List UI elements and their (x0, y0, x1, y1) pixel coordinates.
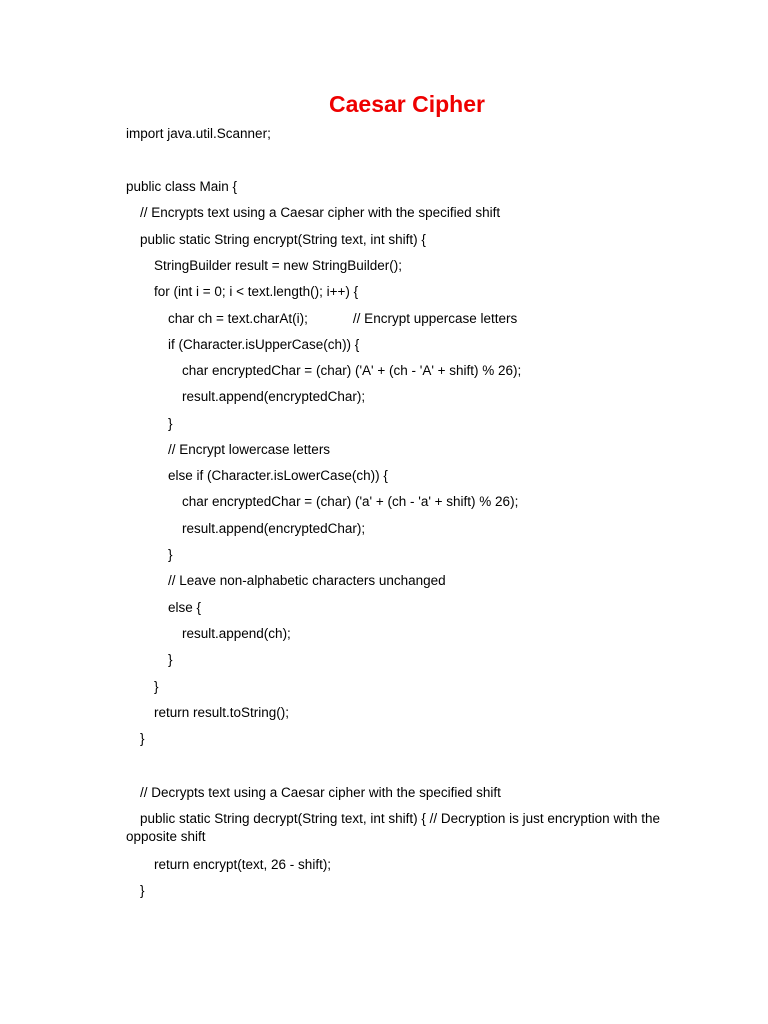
code-line: } (168, 416, 173, 431)
code-line: char encryptedChar = (char) ('A' + (ch - 'A' + shift) % 26); (182, 363, 522, 378)
code-comment: // Decrypts text using a Caesar cipher with the specified shift (140, 785, 501, 800)
code-line: result.append(ch); (182, 626, 291, 641)
code-line: public static String encrypt(String text, int shift) { (140, 232, 426, 247)
code-line: result.append(encryptedChar); (182, 389, 366, 404)
code-line: result.append(encryptedChar); (182, 521, 366, 536)
code-line: return encrypt(text, 26 - shift); (154, 857, 332, 872)
code-line: public static String decrypt(String text, int shift) { // Decryption is just encryption with the opposite shift (126, 811, 660, 844)
code-line: } (140, 731, 145, 746)
code-line: if (Character.isUpperCase(ch)) { (168, 337, 360, 352)
code-line: import java.util.Scanner; (126, 126, 271, 141)
document-title: Caesar Cipher (329, 91, 485, 117)
code-line: } (154, 679, 159, 694)
code-comment: // Encrypt lowercase letters (168, 442, 331, 457)
code-line: public class Main { (126, 179, 238, 194)
code-line: char ch = text.charAt(i); // Encrypt uppercase letters (168, 311, 518, 326)
code-line: for (int i = 0; i < text.length(); i++) { (154, 284, 359, 299)
code-line: else { (168, 600, 202, 615)
code-line: StringBuilder result = new StringBuilder(); (154, 258, 402, 273)
code-line: return result.toString(); (154, 705, 290, 720)
code-line: } (140, 883, 145, 898)
code-comment: // Encrypts text using a Caesar cipher with the specified shift (140, 205, 501, 220)
code-line: } (168, 547, 173, 562)
code-comment: // Leave non-alphabetic characters unchanged (168, 573, 446, 588)
code-line: } (168, 652, 173, 667)
code-line: char encryptedChar = (char) ('a' + (ch - 'a' + shift) % 26); (182, 494, 519, 509)
code-line: else if (Character.isLowerCase(ch)) { (168, 468, 388, 483)
